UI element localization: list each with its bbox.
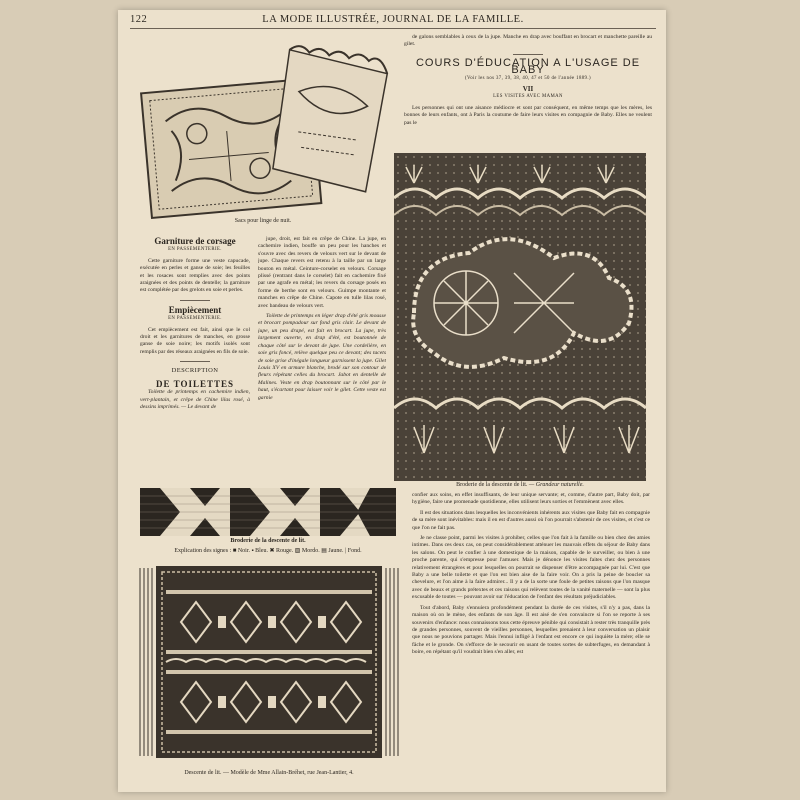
cont-text: confier aux soins, en effet insuffisants, de leur unique servante; et, comme, d'autre part, Baby doit, par hygiène, faire une promenade quotidienne, elles utilisent leurs sorties et l'emmènent avec elles. xyxy=(412,492,650,506)
garniture-text: Cette garniture forme une veste capucade, exécutée en perles et ganse de soie; les feuilles et les rosaces sont remplies avec des points araignées et des points de dentelle; la garniture est complétée par des grelots en soie et perles. xyxy=(140,257,250,294)
chapter-number: VII xyxy=(522,85,534,94)
paragraph-4: Tout d'abord, Baby s'ennuiera profondément pendant la durée de ces visites, s'il n'y a pas, dans la maison où on le mène, des enfants de son âge. Il est aisé de s'en convaincre si l'on se reporte à ses souvenirs d'enfance: nous connaissons tous cette épreuve pénible qui consistait à rester très tranquille près de grandes personnes, souvent de vieilles personnes, lesquelles prenaient à leur conversation un plaisir que nous ne pouvions partager. Mais l'ennui infligé à l'enfant est encore ce qui inquiète la mère; elle se fâche et le gronde. On s'efforce de le secourir en usant de toutes sortes de subterfuges, en demandant à boire, en répétant qu'il voudrait bien s'en aller, est xyxy=(412,604,650,656)
toilettes-title: DE TOILETTES xyxy=(156,378,234,389)
paragraph-2: Il est des situations dans lesquelles les inconvénients inhérents aux visites que Baby fait en compagnie de sa mère sont inévitables: mais il en est d'autres aussi où l'on pourrait s'abstenir de ces visites, et c'est ce que l'on ne fait pas. xyxy=(412,509,650,531)
legend-symbol: ▨ xyxy=(294,548,301,554)
empiecement-title: Empiècement xyxy=(168,304,222,315)
continuation-text: de galons semblables à ceux de la jupe. Manche en drap avec bouffant en brocart et manchette pareille au gilet. xyxy=(404,34,652,48)
right-top-column xyxy=(404,34,652,152)
legend-label: Mordo. xyxy=(301,548,320,554)
toilettes-text: Toilette de printemps en cachemire indien, vert-plantain, et crêpe de Chine lilas rosé, à dessins imprimés. — Le devant de xyxy=(140,389,250,410)
divider xyxy=(180,300,210,301)
legend-symbol: | xyxy=(345,548,347,554)
legend-symbol: ✖ xyxy=(269,548,275,554)
right-bottom-column xyxy=(412,492,650,784)
legend-label: Bleu. xyxy=(255,548,268,554)
divider xyxy=(180,361,210,362)
description-label: DESCRIPTION xyxy=(171,367,219,375)
legend xyxy=(140,547,396,554)
section-ref: (Voir les nos 37, 39, 38, 40, 47 et 50 de l'année 1889.) xyxy=(465,75,591,81)
legend-label: Noir. xyxy=(237,548,251,554)
empiecement-text: Cet empiècement est fait, ainsi que le col droit et les garnitures de manches, en grosse ganse de soie noire; les motifs isolés sont remplis par des réseaux araignées en fils de soie. xyxy=(140,326,250,355)
broderie-engraving xyxy=(394,153,646,481)
legend-label: Jaune. xyxy=(328,548,344,554)
garniture-subtitle: EN PASSEMENTERIE. xyxy=(168,247,222,253)
legend-prefix: Explication des signes : xyxy=(174,548,232,554)
grid-pattern-engraving xyxy=(140,488,396,536)
broderie-caption-main: Broderie de la descente de lit. xyxy=(456,482,528,488)
page-header xyxy=(130,14,656,29)
legend-symbol: ▪ xyxy=(251,548,254,554)
intro-text: Les personnes qui ont une aisance médiocre et sont par conséquent, en même temps que les mères, les bonnes de leurs enfants, ont à Paris la coutume de faire leurs visites en compagnie de Baby. Elles ne veulent pas le xyxy=(404,104,652,126)
empiecement-subtitle: EN PASSEMENTERIE. xyxy=(168,316,222,322)
page-number: 122 xyxy=(130,14,148,25)
garniture-title: Garniture de corsage xyxy=(154,236,236,246)
journal-page xyxy=(118,10,666,792)
broderie-caption xyxy=(394,482,646,488)
grid-caption: Broderie de la descente de lit. xyxy=(230,538,306,544)
middle-text-column xyxy=(258,236,386,482)
divider xyxy=(513,54,543,55)
section-title: COURS D'ÉDUCATION A L'USAGE DE BABY xyxy=(415,56,641,77)
sacs-engraving xyxy=(128,36,398,226)
left-text-column xyxy=(140,232,250,482)
legend-symbol: ▤ xyxy=(321,548,327,554)
paragraph-3: Je ne classe point, parmi les visites à prohiber, celles que l'on fait à la famille ou bien chez des amies intimes. Dans ces deux cas, on peut considérablement atténuer les mauvais effets du séjour de Baby dans les salons. On peut le confier à une domestique de la maison, capable de le surveiller, ou bien à une proche parente, qui s'empresse pour l'amuser. Mais je dénonce les visites faites chez des personnes relativement étrangères et pour lesquelles on pourrait se dispenser d'être accompagnée par lui. C'est que Baby a une belle toilette et que l'on est bien aise de la faire voir. On a pris la peine de boucler sa chevelure, et l'on aime à la faire admirer... Il y a de la sorte une foule de petites raisons que l'on masque avec de beaux et grands prétextes et ces raisons qui relèvent toutes de la vanité maternelle — sont la plus excusable de toutes — pouvant avoir sur l'éducation de l'enfant des résultats préjudiciables. xyxy=(412,535,650,601)
chapter-subtitle: LES VISITES AVEC MAMAN xyxy=(493,94,563,100)
rug-engraving xyxy=(136,558,402,766)
legend-label: Rouge. xyxy=(276,548,294,554)
legend-symbol: ■ xyxy=(232,548,237,554)
toilette-1-text: jupe, droit, est fait en crêpe de Chine. La jupe, en cachemire indien, bouffe un peu pour les hanches et s'ouvre avec des revers de velours vert sur le devant de jupe. Chaque revers est retenu à la taille par un large bouton en métal. Ceinture-corselet en velours. Corsage plissé (rentrant dans le corselet) fait en cachemire fixé par une agrafe en métal; les revers du corsage posés en forme de berthe sont en velours. Guimpe montante et manches en crêpe de Chine. Capote en tulle lilas rosé, avec bandeau de velours vert. xyxy=(258,236,386,309)
sacs-caption: Sacs pour linge de nuit. xyxy=(234,218,292,224)
broderie-caption-note: — Grandeur naturelle. xyxy=(528,482,584,488)
rug-caption: Descente de lit. — Modèle de Mme Allain-Bréhet, rue Jean-Lantier, 4. xyxy=(184,770,354,776)
journal-title: LA MODE ILLUSTRÉE, JOURNAL DE LA FAMILLE. xyxy=(262,14,524,25)
toilette-2-text: Toilette de printemps en léger drap d'été gris mousse et brocart pompadour sur fond gris clair. Le devant de jupe, un peu drapé, est fait en brocart. La jupe, très largement ouverte, en drap d'été, est boutonnée de chaque côté sur le devant de jupe. Une cordelière, en soie gris foncé, relève quelque peu ce devant; des tacets de soie grise d'inégale longueur garnissent la jupe. Gilet Louis XV en armure blanche, brodé sur son contour de fleurs répétant celles du brocart. Jabot en dentelle de Malines. Veste en drap boutonnant sur le côté par le haut, s'écartant pour laisser voir le gilet. Cette veste est garnie xyxy=(258,313,386,401)
legend-label: Fond. xyxy=(347,548,362,554)
